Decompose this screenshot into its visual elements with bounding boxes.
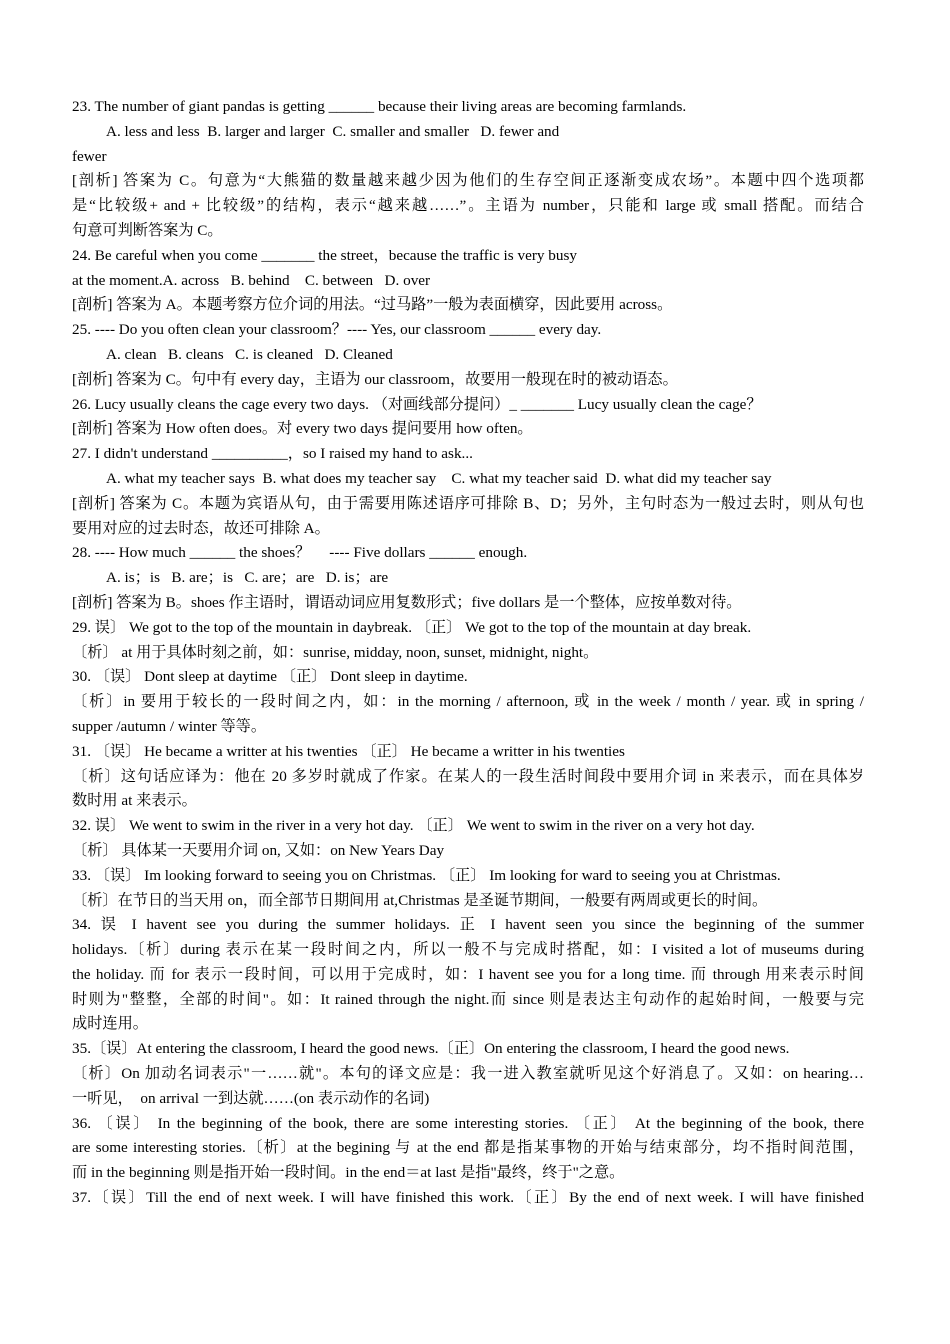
text-line: 〔析〕 at 用于具体时刻之前，如：sunrise, midday, noon, sunset, midnight, night。 [72,643,599,661]
text-line: holidays.〔析〕during 表示在某一段时间之内，所以一般不与完成时搭配，如：I visited a lot of museums during [72,941,864,959]
text-line: 32. 误〕 We went to swim in the river in a very hot day. 〔正〕 We went to swim in the river on a very hot day. [72,817,755,835]
text-line: 23. The number of giant pandas is getting ______ because their living areas are becoming farmlands. [72,98,687,115]
text-line: A. less and less B. larger and larger C. smaller and smaller D. fewer and [106,122,560,140]
text-line: 25. ---- Do you often clean your classroom？---- Yes, our classroom ______ every day. [72,321,602,339]
text-line: A. clean B. cleans C. is cleaned D. Cleaned [106,345,393,363]
text-line: 〔析〕in 要用于较长的一段时间之内，如：in the morning / afternoon, 或 in the week / month / year. 或 in spring / [72,693,864,711]
text-line: 29. 误〕 We got to the top of the mountain in daybreak. 〔正〕 We got to the top of the mountain at day break. [72,618,752,636]
text-line: 〔析〕 具体某一天要用介词 on, 又如：on New Years Day [72,841,445,859]
text-line: A. what my teacher says B. what does my teacher say C. what my teacher said D. what did my teacher say [106,469,772,487]
text-line: 时则为"整整，全部的时间"。如：It rained through the night.而 since 则是表达主句动作的起始时间，一般要与完 [72,990,864,1008]
text-line: at the moment.A. across B. behind C. between D. over [72,271,431,289]
text-line: 要用对应的过去时态，故还可排除 A。 [72,519,330,537]
document-page [72,95,864,1211]
text-line: 30. 〔误〕 Dont sleep at daytime 〔正〕 Dont sleep in daytime. [72,668,468,686]
text-line: are some interesting stories.〔析〕at the begining 与 at the end 都是指某事物的开始与结束部分，均不指时间范围， [72,1139,864,1157]
text-line: 24. Be careful when you come _______ the street，because the traffic is very busy [72,246,577,264]
text-line: supper /autumn / winter 等等。 [72,717,267,735]
text-line: fewer [72,147,107,165]
text-line: 36. 〔误〕 In the beginning of the book, there are some interesting stories. 〔正〕 At the beginning of the book, there [72,1114,864,1132]
text-line: 而 in the beginning 则是指开始一段时间。in the end＝at last 是指"最终，终于"之意。 [72,1164,625,1182]
text-line: 35.〔误〕At entering the classroom, I heard the good news.〔正〕On entering the classroom, I heard the good news. [72,1040,790,1058]
text-line: 34. 误 I havent see you during the summer holidays. 正 I havent seen you since the beginning of the summer [72,916,864,934]
text-line: A. is；is B. are；is C. are；are D. is；are [106,569,389,587]
text-line: 26. Lucy usually cleans the cage every two days. （对画线部分提问）_ _______ Lucy usually clean the cage？ [72,395,762,413]
text-line: 是“比较级+ and + 比较级”的结构，表示“越来越……”。主语为 number，只能和 large 或 small 搭配。而结合 [72,197,864,215]
text-line: 一听见， on arrival 一到达就……(on 表示动作的名词) [72,1089,430,1107]
text-line: the holiday. 而 for 表示一段时间，可以用于完成时，如：I havent see you for a long time. 而 through 用来表示时间 [72,965,864,983]
text-line: 成时连用。 [72,1015,148,1033]
text-line: 27. I didn't understand __________，so I raised my hand to ask... [72,445,473,463]
text-line: 37.〔误〕Till the end of next week. I will have finished this work.〔正〕By the end of next week. I will have finished [72,1189,864,1207]
text-line: [剖析] 答案为 A。本题考察方位介词的用法。“过马路”一般为表面横穿，因此要用 across。 [72,296,673,314]
text-line: 〔析〕在节日的当天用 on，而全部节日期间用 at,Christmas 是圣诞节期间，一般要有两周或更长的时间。 [72,891,768,909]
text-line: [剖析] 答案为 C。句中有 every day，主语为 our classroom，故要用一般现在时的被动语态。 [72,370,678,388]
text-line: [剖析] 答案为 B。shoes 作主语时，谓语动词应用复数形式；five dollars 是一个整体，应按单数对待。 [72,593,742,611]
text-line: 28. ---- How much ______ the shoes？ ---- Five dollars ______ enough. [72,544,528,562]
text-line: [剖析] 答案为 C。本题为宾语从句，由于需要用陈述语序可排除 B、D；另外，主句时态为一般过去时，则从句也 [72,494,864,512]
text-line: 句意可判断答案为 C。 [72,221,223,239]
text-line: 31. 〔误〕 He became a writter at his twenties 〔正〕 He became a writter in his twenties [72,742,625,760]
text-line: 〔析〕On 加动名词表示"一……就"。本句的译文应是：我一进入教室就听见这个好消息了。又如：on hearing… [72,1065,864,1083]
text-line: 〔析〕这句话应译为：他在 20 多岁时就成了作家。在某人的一段生活时间段中要用介词 in 来表示，而在具体岁 [72,767,864,785]
text-line: 数时用 at 来表示。 [72,792,197,810]
text-line: [剖析] 答案为 How often does。对 every two days 提问要用 how often。 [72,420,533,438]
text-line: [剖析] 答案为 C。句意为“大熊猫的数量越来越少因为他们的生存空间正逐渐变成农场”。本题中四个选项都 [72,172,864,190]
text-line: 33. 〔误〕 Im looking forward to seeing you on Christmas. 〔正〕 Im looking for ward to seeing you at Christmas. [72,866,781,884]
